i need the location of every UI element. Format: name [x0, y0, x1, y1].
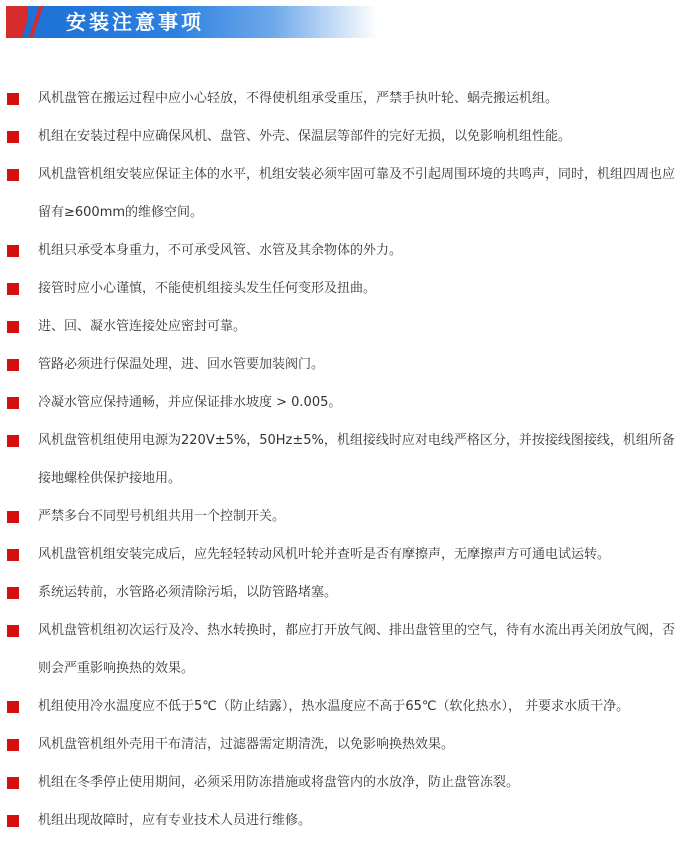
- list-item: [0, 346, 690, 384]
- list-item-text: 管路必须进行保温处理，进、回水管要加装阀门。: [38, 357, 325, 372]
- list-item: [0, 726, 690, 764]
- bullet-square-icon: [7, 587, 19, 599]
- list-item-text: 机组使用冷水温度应不低于5℃（防止结露），热水温度应不高于65℃（软化热水）， 并要求水质干净。: [38, 699, 630, 714]
- bullet-square-icon: [7, 549, 19, 561]
- list-item: [0, 308, 690, 346]
- list-item: [0, 422, 690, 498]
- list-item-text: 系统运转前，水管路必须清除污垢，以防管路堵塞。: [38, 585, 338, 600]
- list-item-text: 风机盘管机组外壳用干布清洁，过滤器需定期清洗，以免影响换热效果。: [38, 737, 455, 752]
- list-item-text: 机组只承受本身重力，不可承受风管、水管及其余物体的外力。: [38, 243, 403, 258]
- list-item: [0, 118, 690, 156]
- page-title: 安装注意事项: [66, 10, 204, 34]
- list-item-text: 风机盘管机组安装应保证主体的水平，机组安装必须牢固可靠及不引起周围环境的共鸣声，同时，机组四周也应留有≥600mm的维修空间。: [38, 167, 676, 220]
- bullet-square-icon: [7, 739, 19, 751]
- list-item-text: 风机盘管在搬运过程中应小心轻放，不得使机组承受重压，严禁手执叶轮、蜗壳搬运机组。: [38, 91, 559, 106]
- bullet-square-icon: [7, 701, 19, 713]
- list-item: [0, 232, 690, 270]
- bullet-square-icon: [7, 359, 19, 371]
- bullet-square-icon: [7, 283, 19, 295]
- list-item-text: 机组出现故障时，应有专业技术人员进行维修。: [38, 813, 312, 828]
- bullet-square-icon: [7, 435, 19, 447]
- bullet-square-icon: [7, 511, 19, 523]
- section-header: [6, 6, 378, 38]
- list-item: [0, 384, 690, 422]
- list-item: [0, 574, 690, 612]
- bullet-square-icon: [7, 245, 19, 257]
- notes-list: [0, 80, 690, 840]
- list-item: [0, 270, 690, 308]
- list-item-text: 接管时应小心谨慎，不能使机组接头发生任何变形及扭曲。: [38, 281, 377, 296]
- bullet-square-icon: [7, 777, 19, 789]
- list-item-text: 严禁多台不同型号机组共用一个控制开关。: [38, 509, 286, 524]
- list-item: [0, 498, 690, 536]
- list-item: [0, 612, 690, 688]
- bullet-square-icon: [7, 169, 19, 181]
- list-item: [0, 156, 690, 232]
- list-item-text: 进、回、凝水管连接处应密封可靠。: [38, 319, 247, 334]
- bullet-square-icon: [7, 397, 19, 409]
- list-item: [0, 688, 690, 726]
- list-item-text: 冷凝水管应保持通畅，并应保证排水坡度 > 0.005。: [38, 395, 342, 410]
- list-item-text: 机组在冬季停止使用期间，必须采用防冻措施或将盘管内的水放净，防止盘管冻裂。: [38, 775, 520, 790]
- list-item-text: 风机盘管机组使用电源为220V±5%，50Hz±5%，机组接线时应对电线严格区分，并按接线图接线，机组所备接地螺栓供保护接地用。: [38, 433, 675, 486]
- list-item-text: 风机盘管机组安装完成后，应先轻轻转动风机叶轮并查听是否有摩擦声，无摩擦声方可通电试运转。: [38, 547, 611, 562]
- list-item-text: 风机盘管机组初次运行及冷、热水转换时，都应打开放气阀、排出盘管里的空气，待有水流出再关闭放气阀，否则会严重影响换热的效果。: [38, 623, 676, 676]
- bullet-square-icon: [7, 321, 19, 333]
- bullet-square-icon: [7, 131, 19, 143]
- bullet-square-icon: [7, 815, 19, 827]
- bullet-square-icon: [7, 93, 19, 105]
- list-item-text: 机组在安装过程中应确保风机、盘管、外壳、保温层等部件的完好无损，以免影响机组性能。: [38, 129, 572, 144]
- list-item: [0, 536, 690, 574]
- list-item: [0, 802, 690, 840]
- list-item: [0, 764, 690, 802]
- bullet-square-icon: [7, 625, 19, 637]
- list-item: [0, 80, 690, 118]
